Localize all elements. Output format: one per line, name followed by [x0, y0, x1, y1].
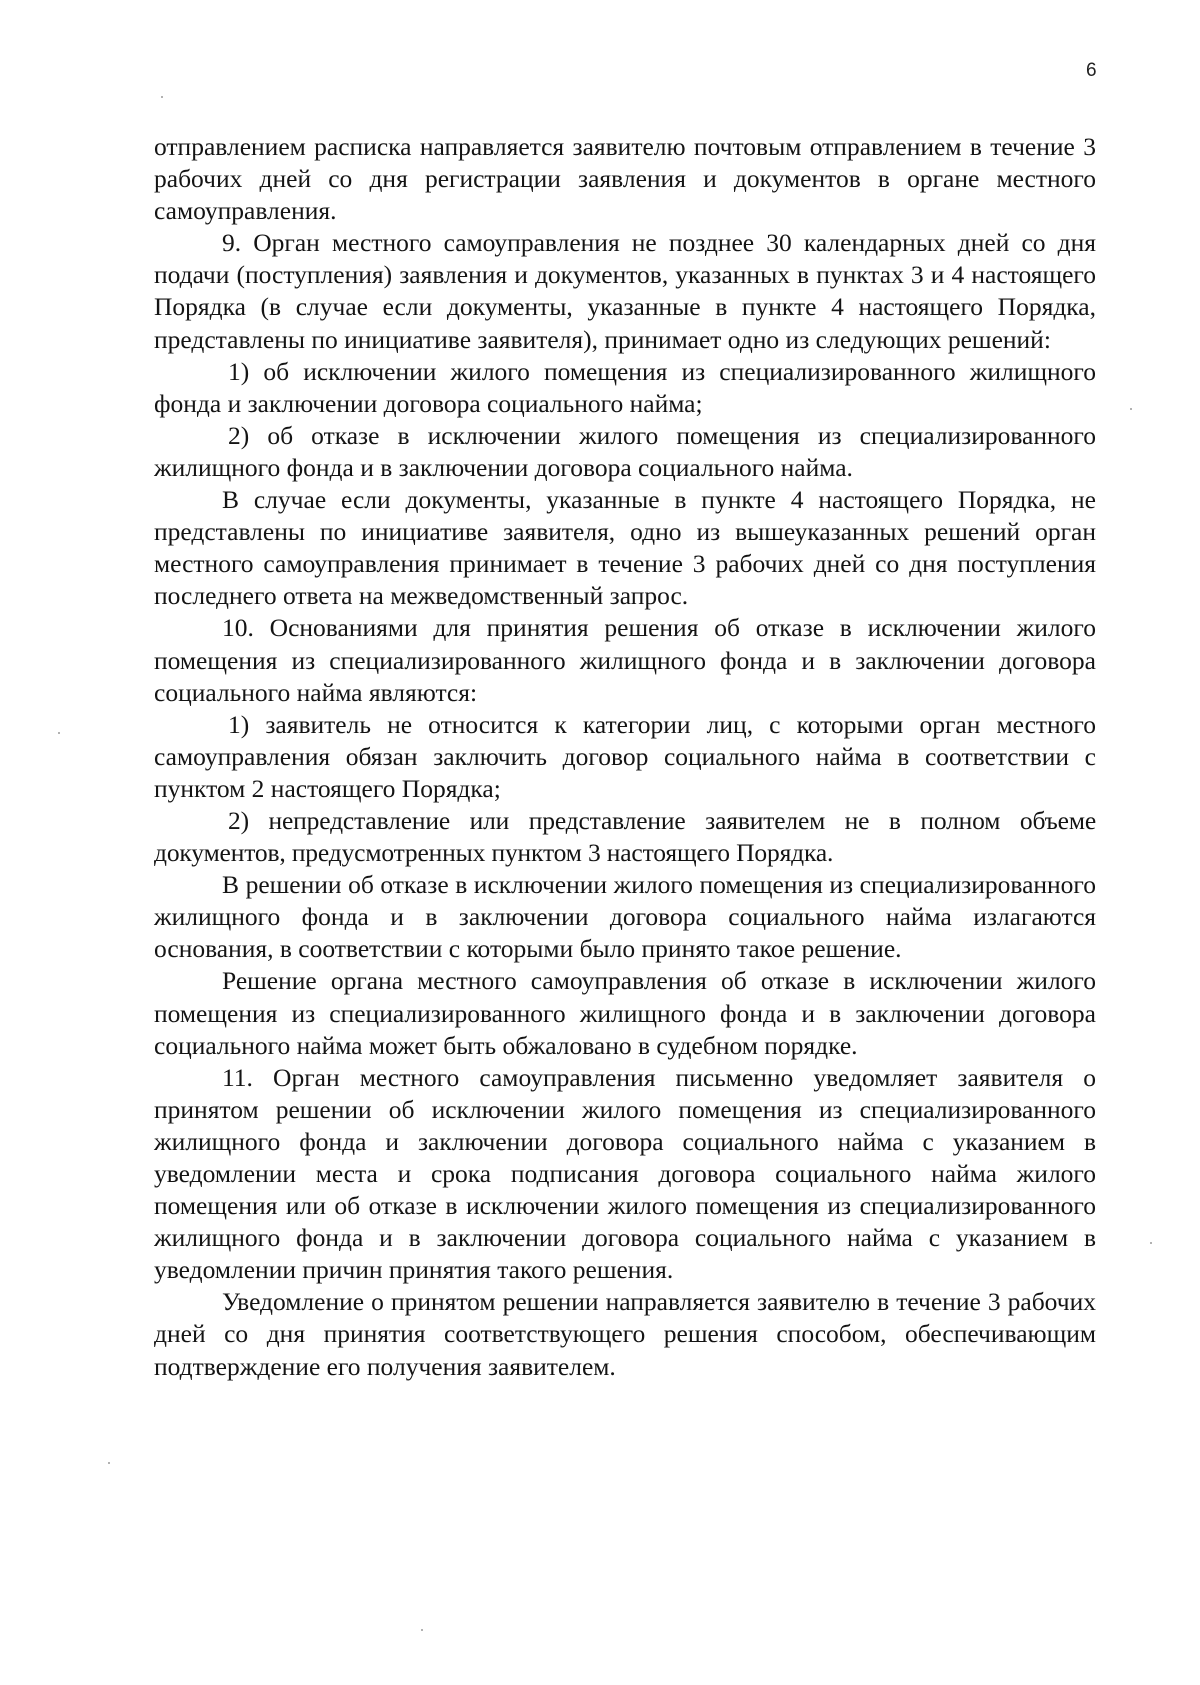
paragraph-item-9: 9. Орган местного самоуправления не позднее 30 календарных дней со дня подачи (поступления) заявления и документов, указанных в пунктах 3 и 4 настоящего Порядка (в случае если документы, указанные в пункте 4 настоящего Порядка, представлены по инициативе заявителя), принимает одно из следующих решений:: [154, 228, 1096, 354]
list-item-9-1: 1) об исключении жилого помещения из специализированного жилищного фонда и заключении договора социального найма;: [154, 356, 1096, 418]
scan-speck: [1130, 408, 1132, 410]
paragraph-notification: Уведомление о принятом решении направляется заявителю в течение 3 рабочих дней со дня принятия соответствующего решения способом, обеспечивающим подтверждение его получения заявителем.: [154, 1287, 1096, 1381]
paragraph-appeal: Решение органа местного самоуправления об отказе в исключении жилого помещения из специализированного жилищного фонда и в заключении договора социального найма может быть обжаловано в судебном порядке.: [154, 966, 1096, 1060]
scan-speck: [1150, 1242, 1152, 1244]
scan-speck: [58, 732, 60, 734]
document-body: [154, 131, 1096, 1383]
scan-speck: [421, 1629, 423, 1631]
list-item-9-2: 2) об отказе в исключении жилого помещения из специализированного жилищного фонда и в заключении договора социального найма.: [154, 420, 1096, 482]
scan-speck: [108, 1462, 110, 1464]
paragraph-item-11: 11. Орган местного самоуправления письменно уведомляет заявителя о принятом решении об исключении жилого помещения из специализированного жилищного фонда и заключении договора социального найма с указанием в уведомлении места и срока подписания договора социального найма жилого помещения или об отказе в исключении жилого помещения из специализированного жилищного фонда и в заключении договора социального найма с указанием в уведомлении причин принятия такого решения.: [154, 1062, 1096, 1285]
paragraph-exception-case: В случае если документы, указанные в пункте 4 настоящего Порядка, не представлены по инициативе заявителя, одно из вышеуказанных решений орган местного самоуправления принимает в течение 3 рабочих дней со дня поступления последнего ответа на межведомственный запрос.: [154, 485, 1096, 611]
list-item-10-1: 1) заявитель не относится к категории лиц, с которыми орган местного самоуправления обязан заключить договор социального найма в соответствии с пунктом 2 настоящего Порядка;: [154, 709, 1096, 803]
paragraph-continuation: отправлением расписка направляется заявителю почтовым отправлением в течение 3 рабочих дней со дня регистрации заявления и документов в органе местного самоуправления.: [154, 132, 1096, 226]
scan-speck: [161, 96, 163, 98]
page-number: 6: [1086, 60, 1097, 81]
paragraph-refusal-grounds: В решении об отказе в исключении жилого помещения из специализированного жилищного фонда и в заключении договора социального найма излагаются основания, в соответствии с которыми было принято такое решение.: [154, 870, 1096, 964]
paragraph-item-10: 10. Основаниями для принятия решения об отказе в исключении жилого помещения из специализированного жилищного фонда и в заключении договора социального найма являются:: [154, 613, 1096, 707]
list-item-10-2: 2) непредставление или представление заявителем не в полном объеме документов, предусмотренных пунктом 3 настоящего Порядка.: [154, 805, 1096, 868]
